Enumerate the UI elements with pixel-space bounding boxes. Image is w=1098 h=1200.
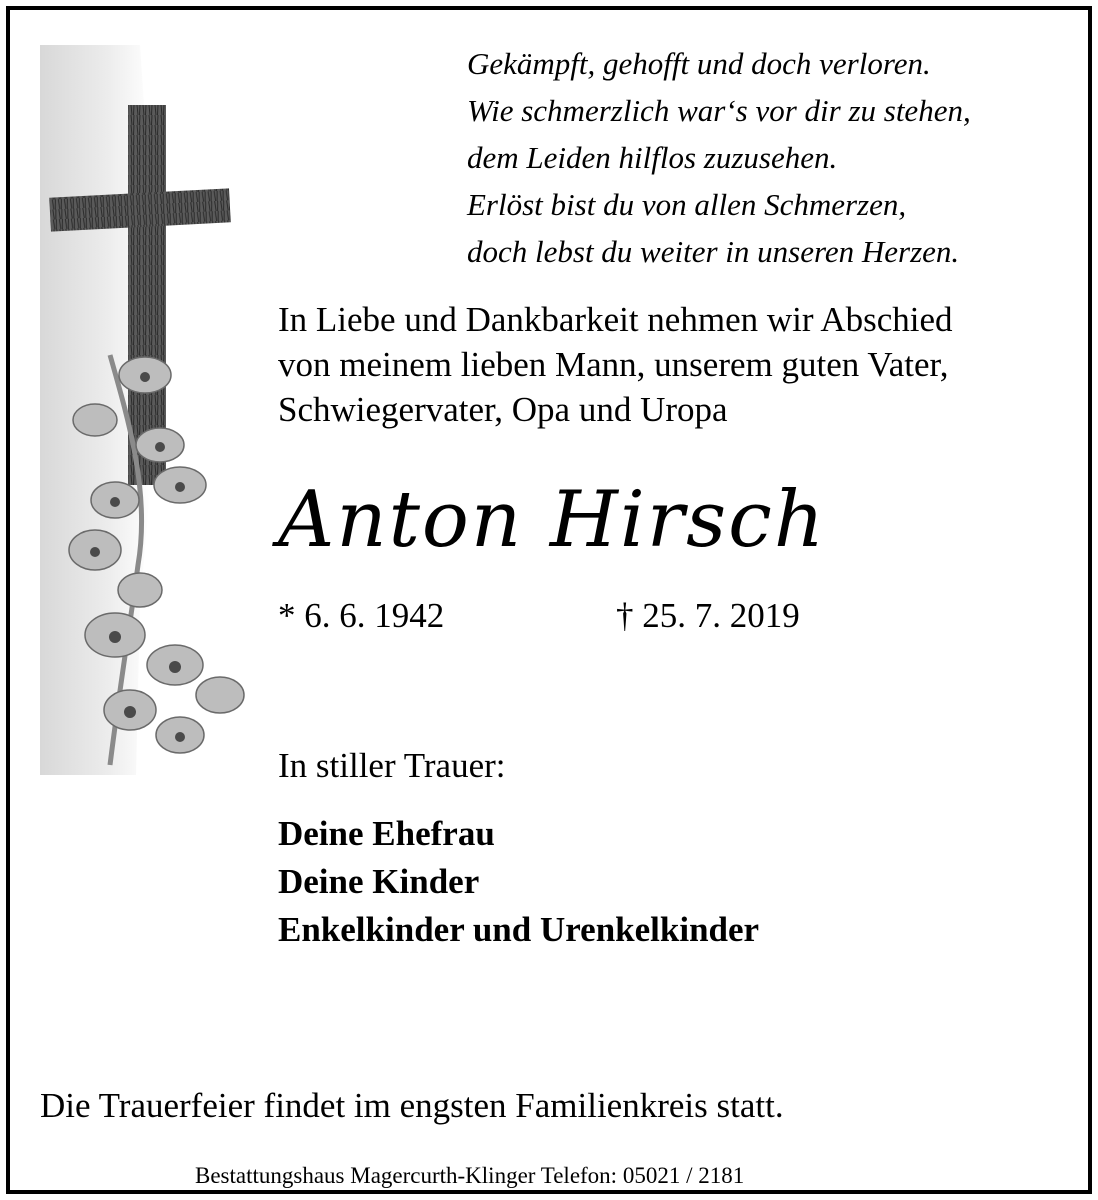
- life-dates: [278, 593, 978, 638]
- funeral-home-footer: Bestattungshaus Magercurth-Klinger Telefon: 05021 / 2181: [195, 1163, 745, 1188]
- ceremony-note: Die Trauerfeier findet im engsten Familienkreis statt.: [40, 1086, 784, 1125]
- mourner-item: Deine Ehefrau: [278, 814, 495, 853]
- mourner-item: Enkelkinder und Urenkelkinder: [278, 910, 760, 949]
- intro-line: In Liebe und Dankbarkeit nehmen wir Abschied: [278, 300, 953, 339]
- poem-line: Wie schmerzlich war‘s vor dir zu stehen,: [467, 93, 971, 128]
- poem-line: doch lebst du weiter in unseren Herzen.: [467, 234, 960, 269]
- poem-line: dem Leiden hilflos zuzusehen.: [467, 140, 838, 175]
- mourner-item: Deine Kinder: [278, 862, 480, 901]
- poem: [467, 40, 1087, 275]
- mourning-label: In stiller Trauer:: [278, 746, 506, 785]
- mourners-list: [278, 810, 759, 954]
- birth-date: * 6. 6. 1942: [278, 596, 445, 635]
- poem-line: Gekämpft, gehofft und doch verloren.: [467, 46, 931, 81]
- intro-text: [278, 297, 1088, 432]
- obituary-frame: [6, 6, 1092, 1194]
- deceased-name: Anton Hirsch: [278, 475, 827, 565]
- death-date: † 25. 7. 2019: [616, 596, 800, 635]
- poem-line: Erlöst bist du von allen Schmerzen,: [467, 187, 907, 222]
- cross-with-orchids-icon: [40, 45, 255, 775]
- intro-line: Schwiegervater, Opa und Uropa: [278, 390, 728, 429]
- intro-line: von meinem lieben Mann, unserem guten Vater,: [278, 345, 949, 384]
